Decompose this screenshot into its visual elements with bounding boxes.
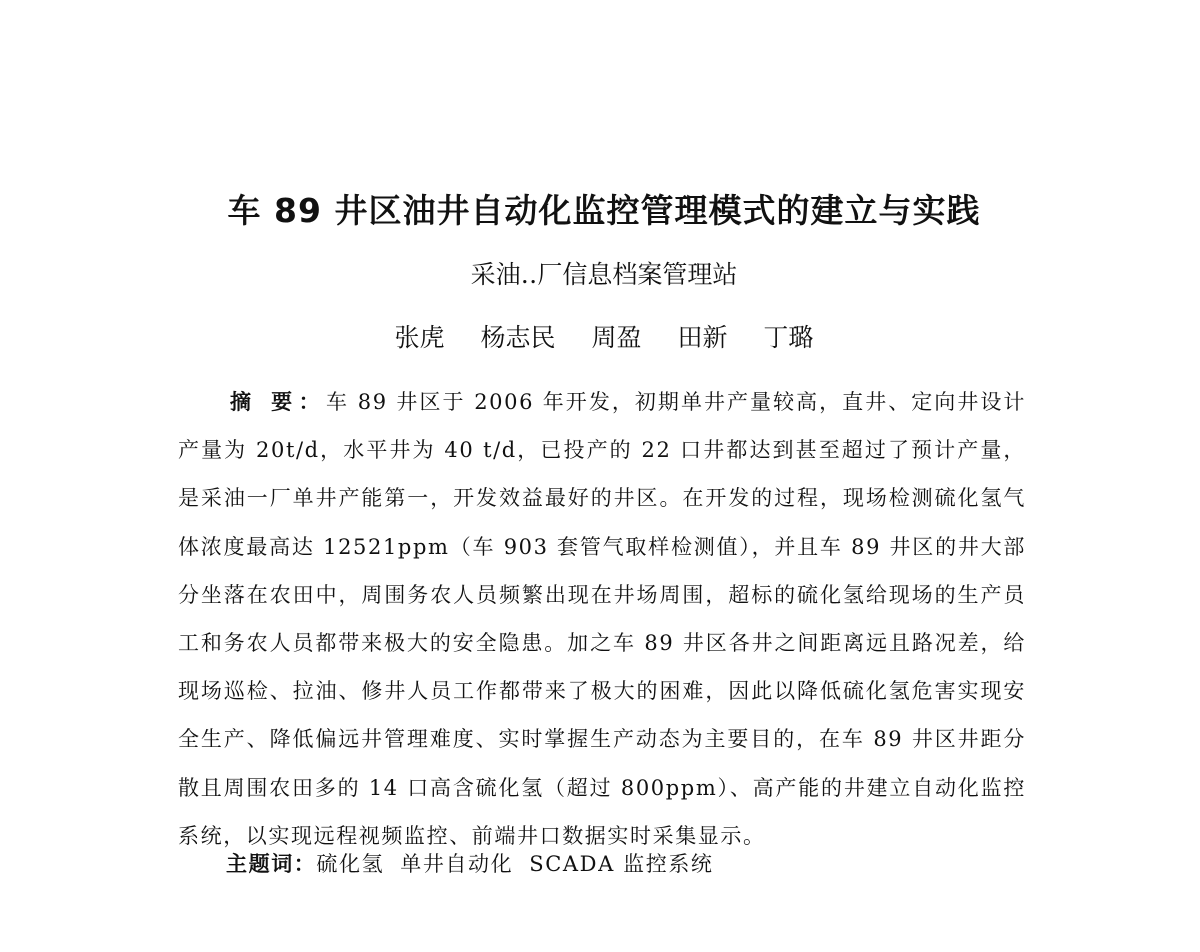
keyword: 单井自动化 [400,852,514,876]
author-list [0,318,1200,354]
abstract-text: 车 89 井区于 2006 年开发，初期单井产量较高，直井、定向井设计产量为 20t/d，水平井为 40 t/d，已投产的 22 口井都达到甚至超过了预计产量，是采油一厂单井产能第一，开发效益最好的井区。在开发的过程，现场检测硫化氢气体浓度最高达 12521ppm（车 903 套管气取样检测值），并且车 89 井区的井大部分坐落在农田中，周围务农人员频繁出现在井场周围，超标的硫化氢给现场的生产员工和务农人员都带来极大的安全隐患。加之车 89 井区各井之间距离远且路况差，给现场巡检、拉油、修井人员工作都带来了极大的困难，因此以降低硫化氢危害实现安全生产、降低偏远井管理难度、实时掌握生产动态为主要目的，在车 89 井区井距分散且周围农田多的 14 口高含硫化氢（超过 800ppm）、高产能的井建立自动化监控系统，以实现远程视频监控、前端井口数据实时采集显示。 [178,390,1026,848]
author-name: 田新 [677,323,728,352]
keyword: 硫化氢 [316,852,385,876]
author-name: 张虎 [394,323,445,352]
paper-title: 车 89 井区油井自动化监控管理模式的建立与实践 [227,191,981,230]
abstract-label: 摘 要： [230,390,327,414]
abstract-paragraph [178,378,1026,860]
author-name: 丁璐 [763,323,814,352]
author-affiliation: 采油‥厂信息档案管理站 [470,260,738,289]
keywords-line [226,848,730,878]
author-name: 杨志民 [480,323,556,352]
author-name: 周盈 [591,323,642,352]
keywords-label: 主题词： [226,852,317,876]
keyword: SCADA 监控系统 [529,852,714,876]
